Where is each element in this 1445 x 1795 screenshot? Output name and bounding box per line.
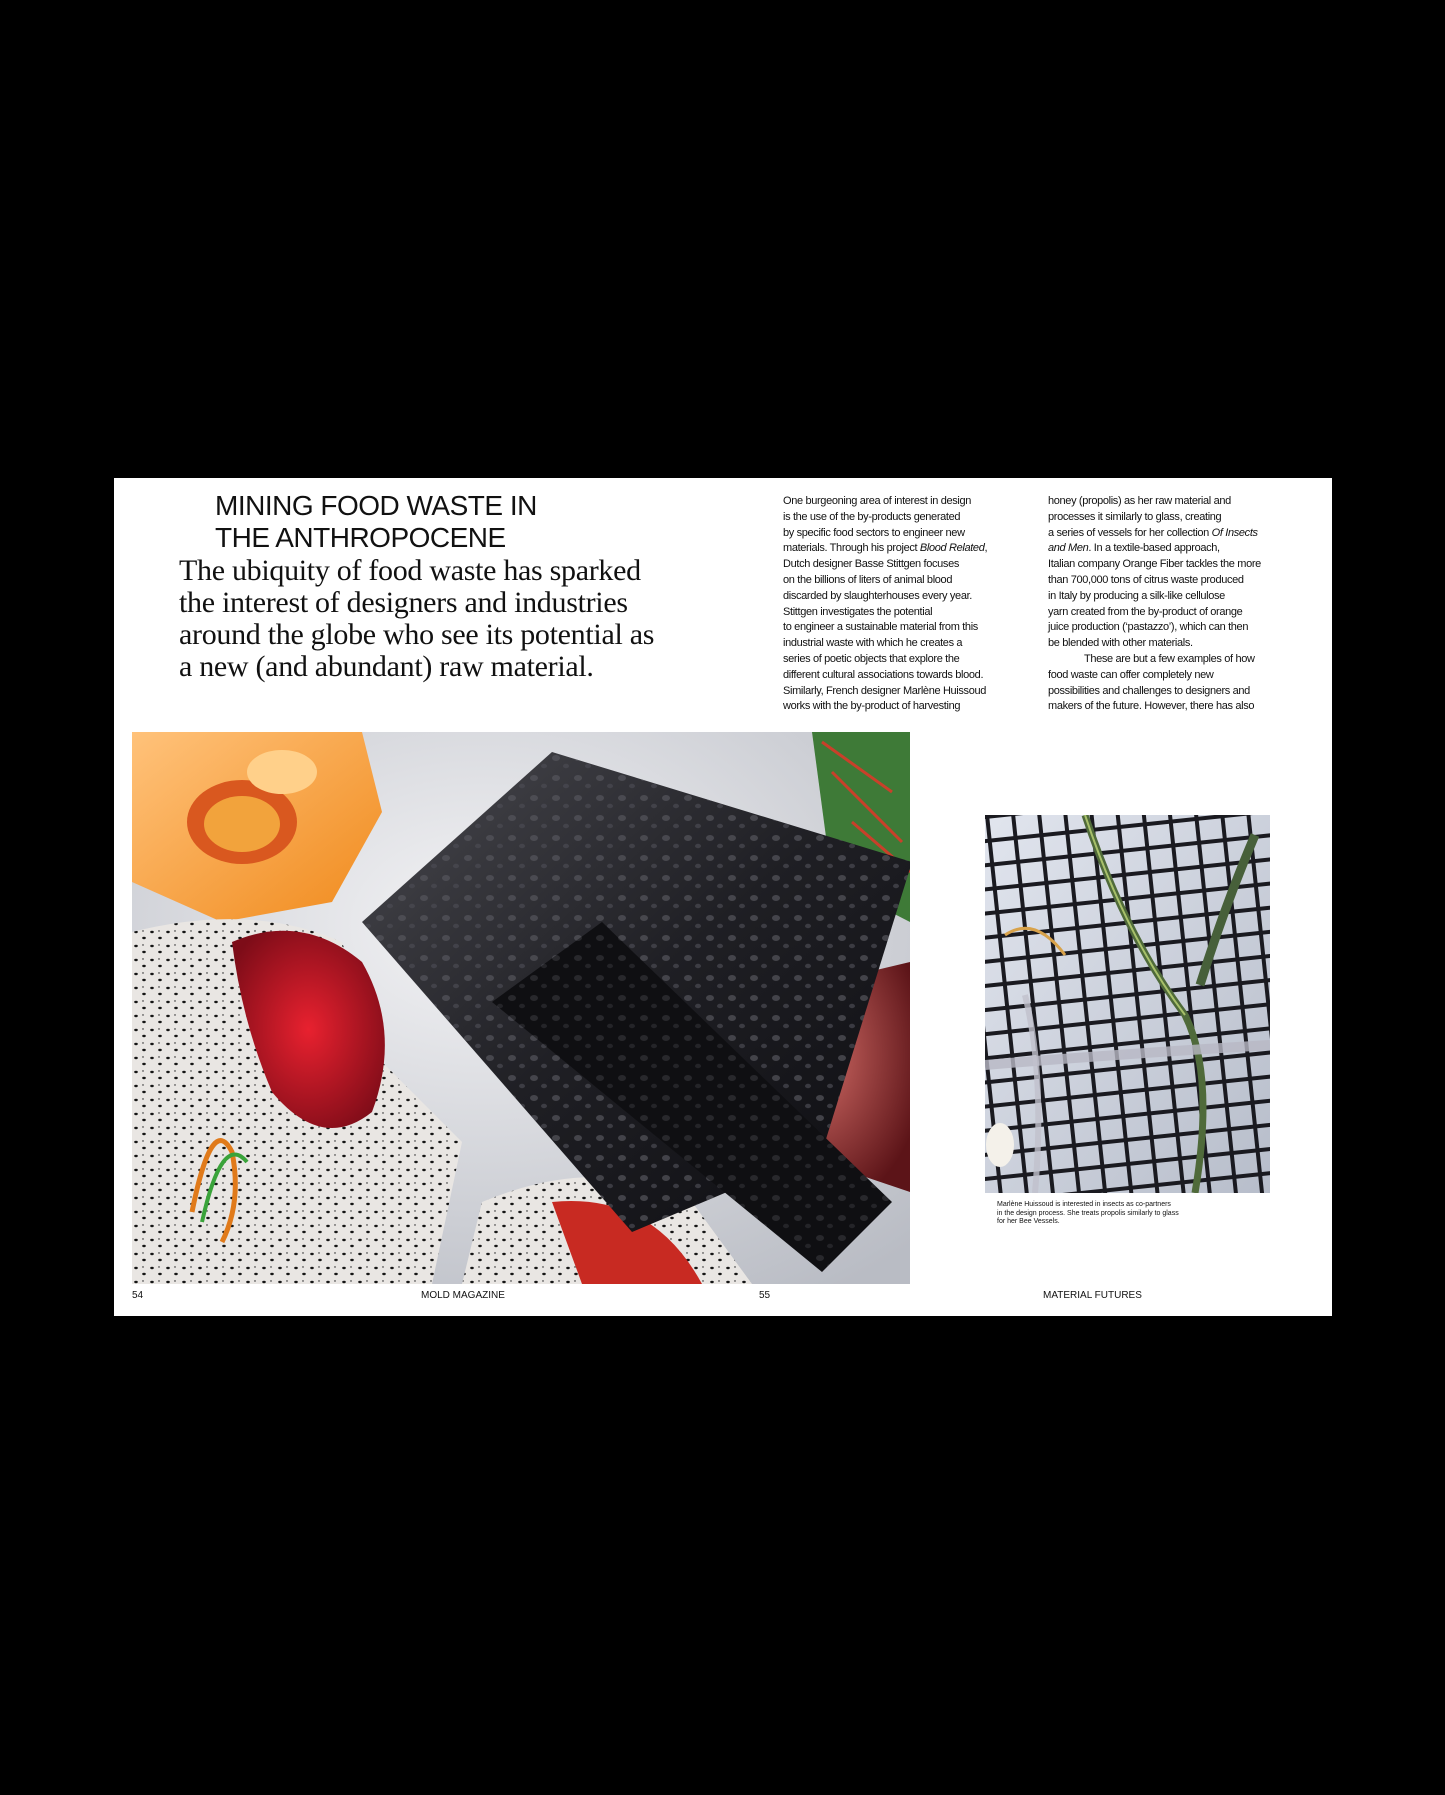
body-line: [1048, 526, 1298, 542]
article-lede: [179, 555, 699, 683]
body-line: These are but a few examples of how: [1084, 652, 1255, 665]
page-number-left: 54: [132, 1290, 144, 1301]
body-line: Italian company Orange Fiber tackles the more: [1048, 558, 1261, 571]
caption-line: for her Bee Vessels.: [997, 1218, 1060, 1225]
bee-vessels-grid-photo: [985, 815, 1270, 1193]
body-line: in Italy by producing a silk-like cellulose: [1048, 589, 1225, 602]
body-line: to engineer a sustainable material from this: [783, 621, 978, 634]
body-line: yarn created from the by-product of orange: [1048, 605, 1243, 618]
body-line: by specific food sectors to engineer new: [783, 526, 965, 539]
body-line: Stittgen investigates the potential: [783, 605, 933, 618]
body-line: possibilities and challenges to designers and: [1048, 684, 1250, 697]
magazine-title-footer: MOLD MAGAZINE: [421, 1290, 505, 1301]
article-heading: [215, 490, 537, 554]
body-line: [783, 541, 1033, 557]
lede-line: the interest of designers and industries: [179, 586, 628, 619]
body-line: juice production (‘pastazzo’), which can then: [1048, 621, 1249, 634]
body-text: materials. Through his project: [783, 542, 920, 555]
work-title: Blood Related: [919, 542, 985, 555]
body-line: than 700,000 tons of citrus waste produced: [1048, 573, 1244, 586]
body-line: on the billions of liters of animal blood: [783, 573, 953, 586]
body-line: discarded by slaughterhouses every year.: [783, 589, 973, 602]
body-line: works with the by-product of harvesting: [783, 700, 961, 713]
photo-caption: [997, 1201, 1179, 1227]
body-line: be blended with other materials.: [1048, 637, 1193, 650]
body-column-right: [1048, 494, 1298, 715]
heading-line: THE ANTHROPOCENE: [215, 522, 506, 553]
caption-line: in the design process. She treats propolis similarly to glass: [997, 1209, 1179, 1217]
section-title-footer: MATERIAL FUTURES: [1043, 1290, 1142, 1301]
body-line: makers of the future. However, there has also: [1048, 700, 1255, 713]
body-text: ,: [984, 542, 988, 555]
lede-line: around the globe who see its potential as: [179, 618, 655, 651]
caption-line: Marlène Huissoud is interested in insects as co-partners: [997, 1201, 1171, 1208]
body-line: is the use of the by-products generated: [783, 510, 961, 523]
food-waste-still-life-photo: [132, 732, 910, 1284]
body-line: processes it similarly to glass, creating: [1048, 510, 1222, 523]
body-line: honey (propolis) as her raw material and: [1048, 495, 1231, 507]
body-line: food waste can offer completely new: [1048, 668, 1214, 681]
heading-line: MINING FOOD WASTE IN: [215, 490, 537, 521]
body-text: a series of vessels for her collection: [1048, 526, 1212, 539]
body-line: One burgeoning area of interest in design: [783, 495, 972, 507]
page-number-right: 55: [759, 1290, 771, 1301]
body-line: Dutch designer Basse Stittgen focuses: [783, 558, 959, 571]
magazine-spread: [114, 478, 1332, 1316]
lede-line: The ubiquity of food waste has sparked: [179, 554, 641, 587]
body-line: [1048, 541, 1298, 557]
body-line: series of poetic objects that explore the: [783, 652, 960, 665]
body-line: industrial waste with which he creates a: [783, 637, 963, 650]
body-text: . In a textile-based approach,: [1088, 542, 1220, 555]
body-column-left: [783, 494, 1033, 715]
lede-line: a new (and abundant) raw material.: [179, 650, 594, 683]
body-line: Similarly, French designer Marlène Huissoud: [783, 684, 987, 697]
body-line: different cultural associations towards blood.: [783, 668, 984, 681]
work-title: Of Insects: [1211, 526, 1258, 539]
work-title: and Men: [1048, 542, 1089, 555]
